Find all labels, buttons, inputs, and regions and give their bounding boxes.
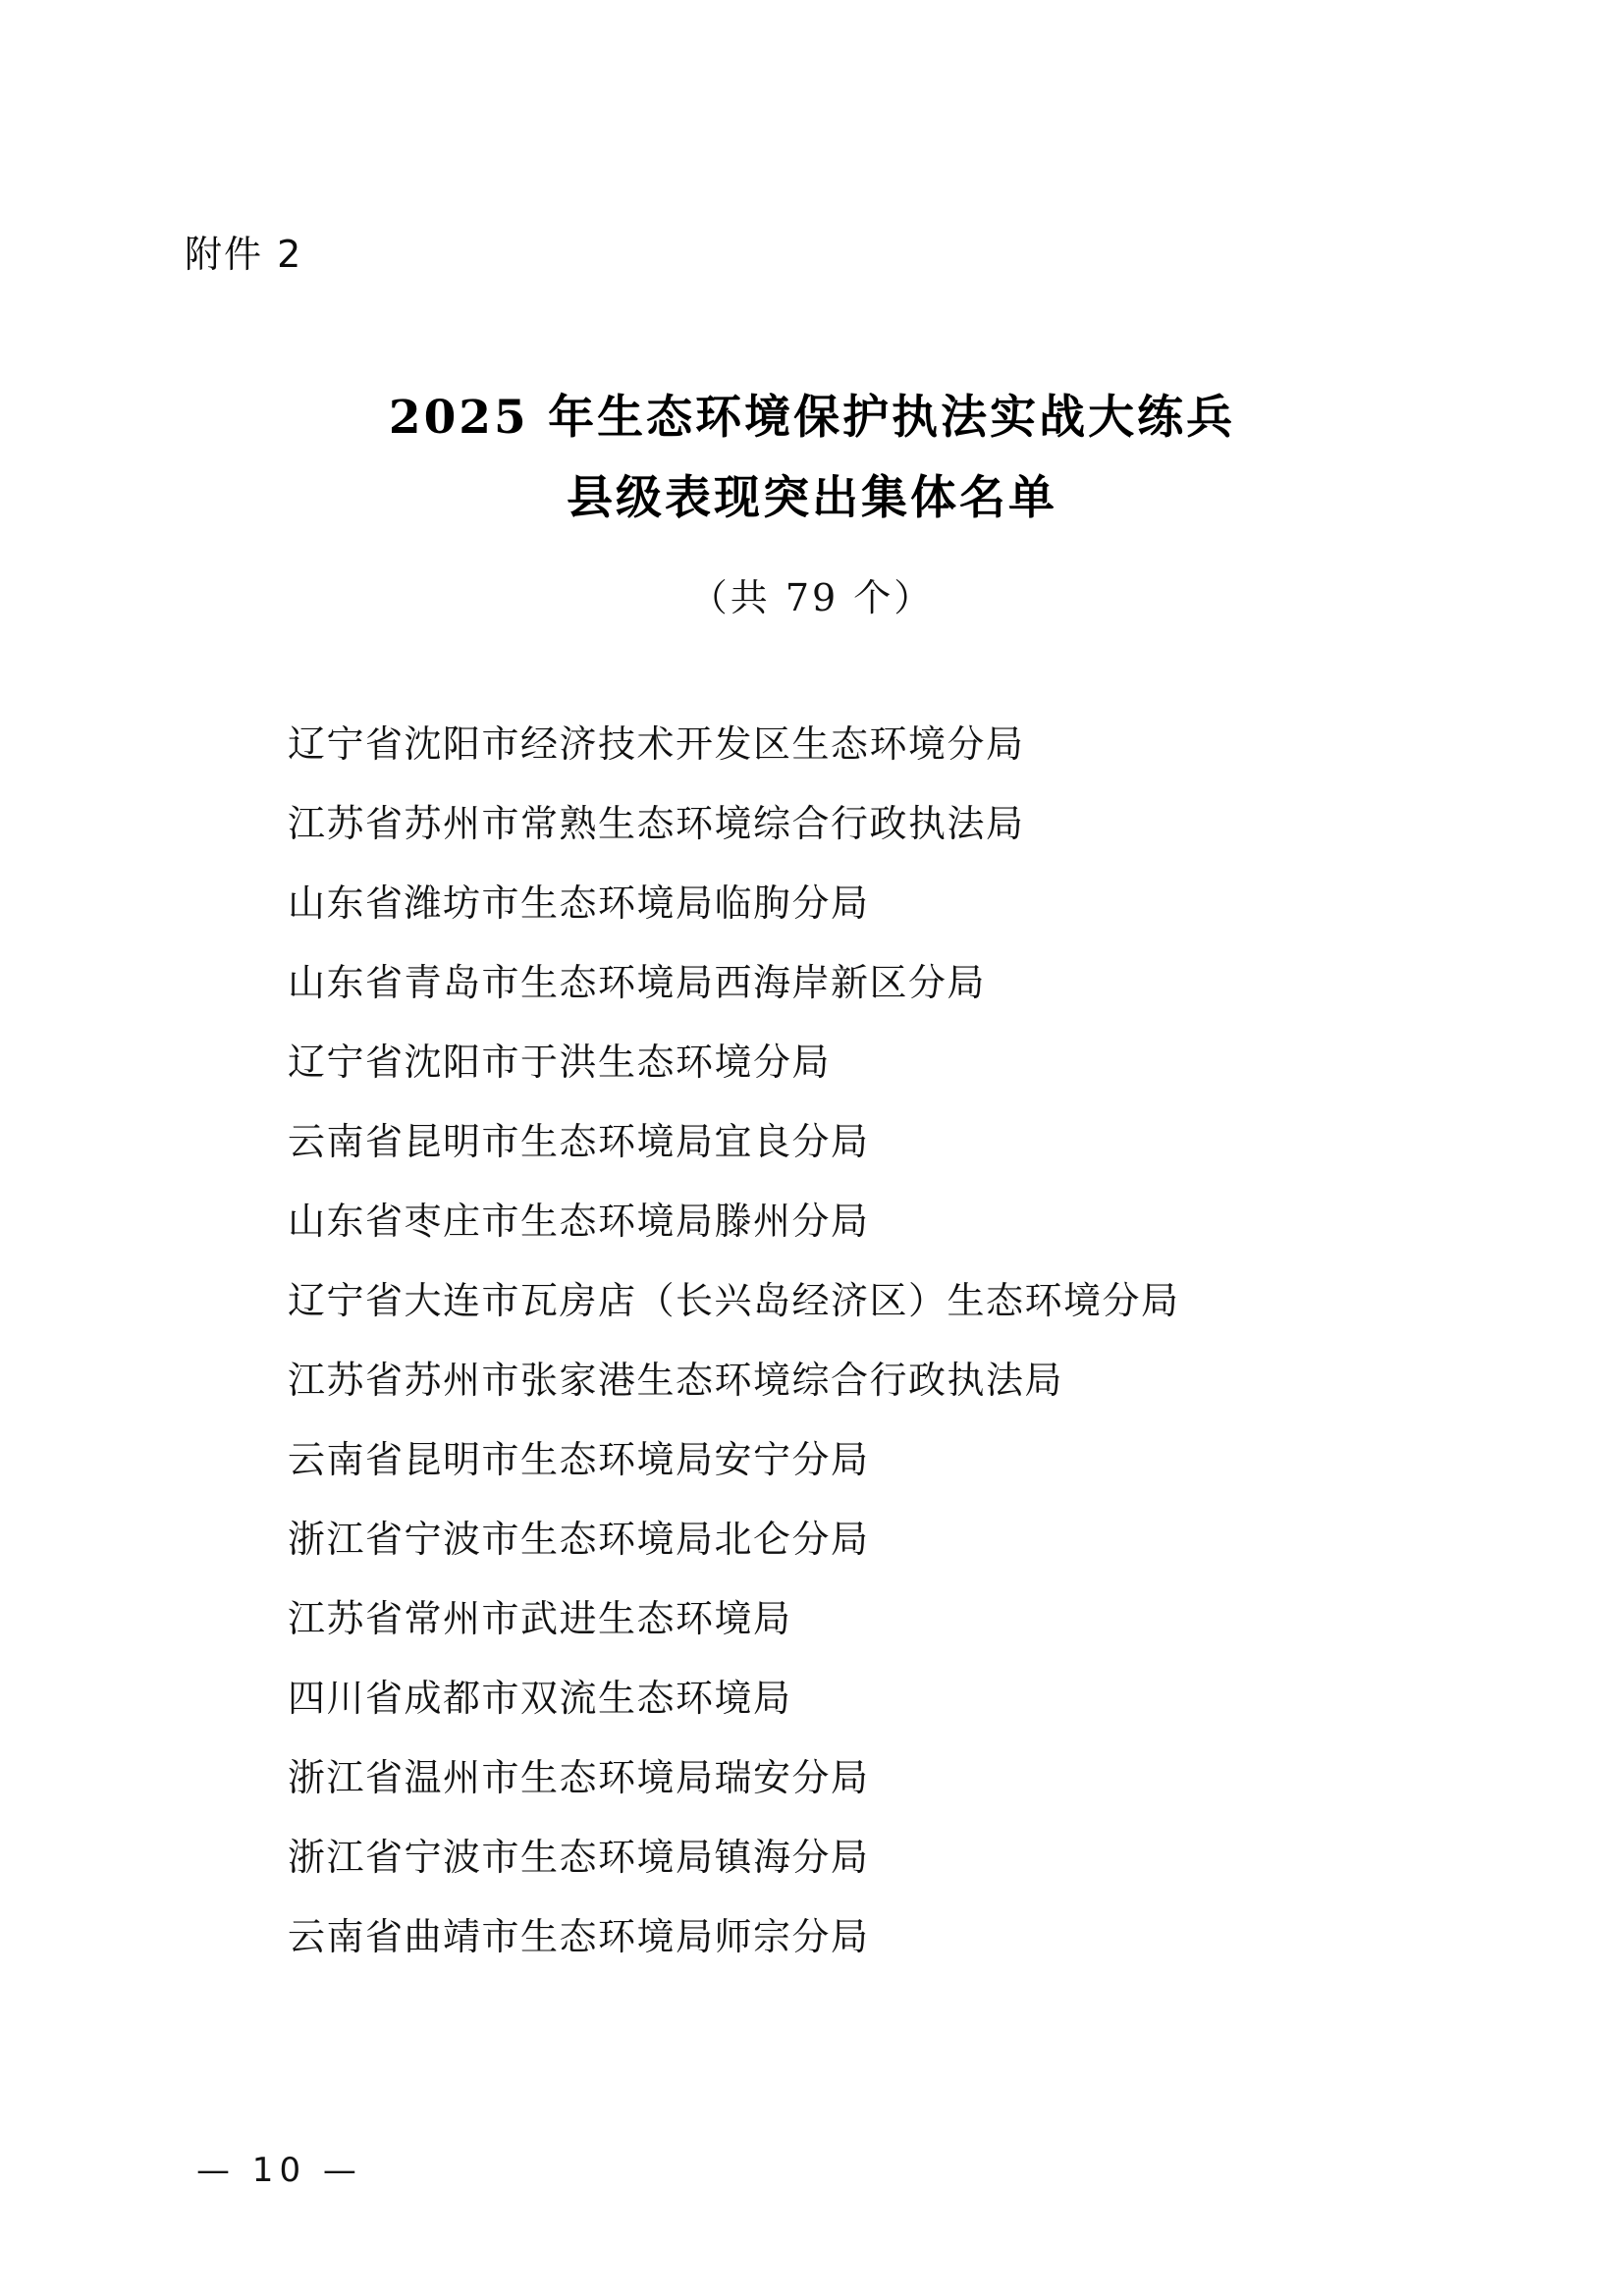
list-item: 浙江省宁波市生态环境局镇海分局 [288, 1836, 870, 1879]
entity-list [288, 705, 1446, 1977]
title-subtitle-count: （共 79 个） [689, 576, 935, 619]
list-item: 浙江省宁波市生态环境局北仑分局 [288, 1518, 870, 1561]
attachment-label: 附件 2 [185, 233, 303, 276]
list-item: 云南省曲靖市生态环境局师宗分局 [288, 1915, 870, 1958]
list-item: 山东省潍坊市生态环境局临朐分局 [288, 881, 870, 925]
list-item: 山东省青岛市生态环境局西海岸新区分局 [288, 961, 987, 1004]
list-item: 山东省枣庄市生态环境局滕州分局 [288, 1200, 870, 1243]
list-item: 辽宁省沈阳市经济技术开发区生态环境分局 [288, 722, 1025, 766]
list-item: 云南省昆明市生态环境局宜良分局 [288, 1120, 870, 1163]
list-item: 云南省昆明市生态环境局安宁分局 [288, 1438, 870, 1481]
list-item: 四川省成都市双流生态环境局 [288, 1677, 792, 1720]
page-title [0, 378, 1624, 539]
list-item: 辽宁省大连市瓦房店（长兴岛经济区）生态环境分局 [288, 1279, 1180, 1322]
list-item: 辽宁省沈阳市于洪生态环境分局 [288, 1041, 832, 1084]
title-line-secondary: 县级表现突出集体名单 [567, 471, 1057, 525]
list-item: 江苏省苏州市张家港生态环境综合行政执法局 [288, 1359, 1064, 1402]
page-footer [0, 2151, 1624, 2190]
list-item: 江苏省苏州市常熟生态环境综合行政执法局 [288, 802, 1025, 845]
title-line-primary: 2025 年生态环境保护执法实战大练兵 [388, 391, 1236, 445]
list-item: 江苏省常州市武进生态环境局 [288, 1597, 792, 1640]
list-item: 浙江省温州市生态环境局瑞安分局 [288, 1756, 870, 1799]
page-number: — 10 — [196, 2151, 362, 2190]
